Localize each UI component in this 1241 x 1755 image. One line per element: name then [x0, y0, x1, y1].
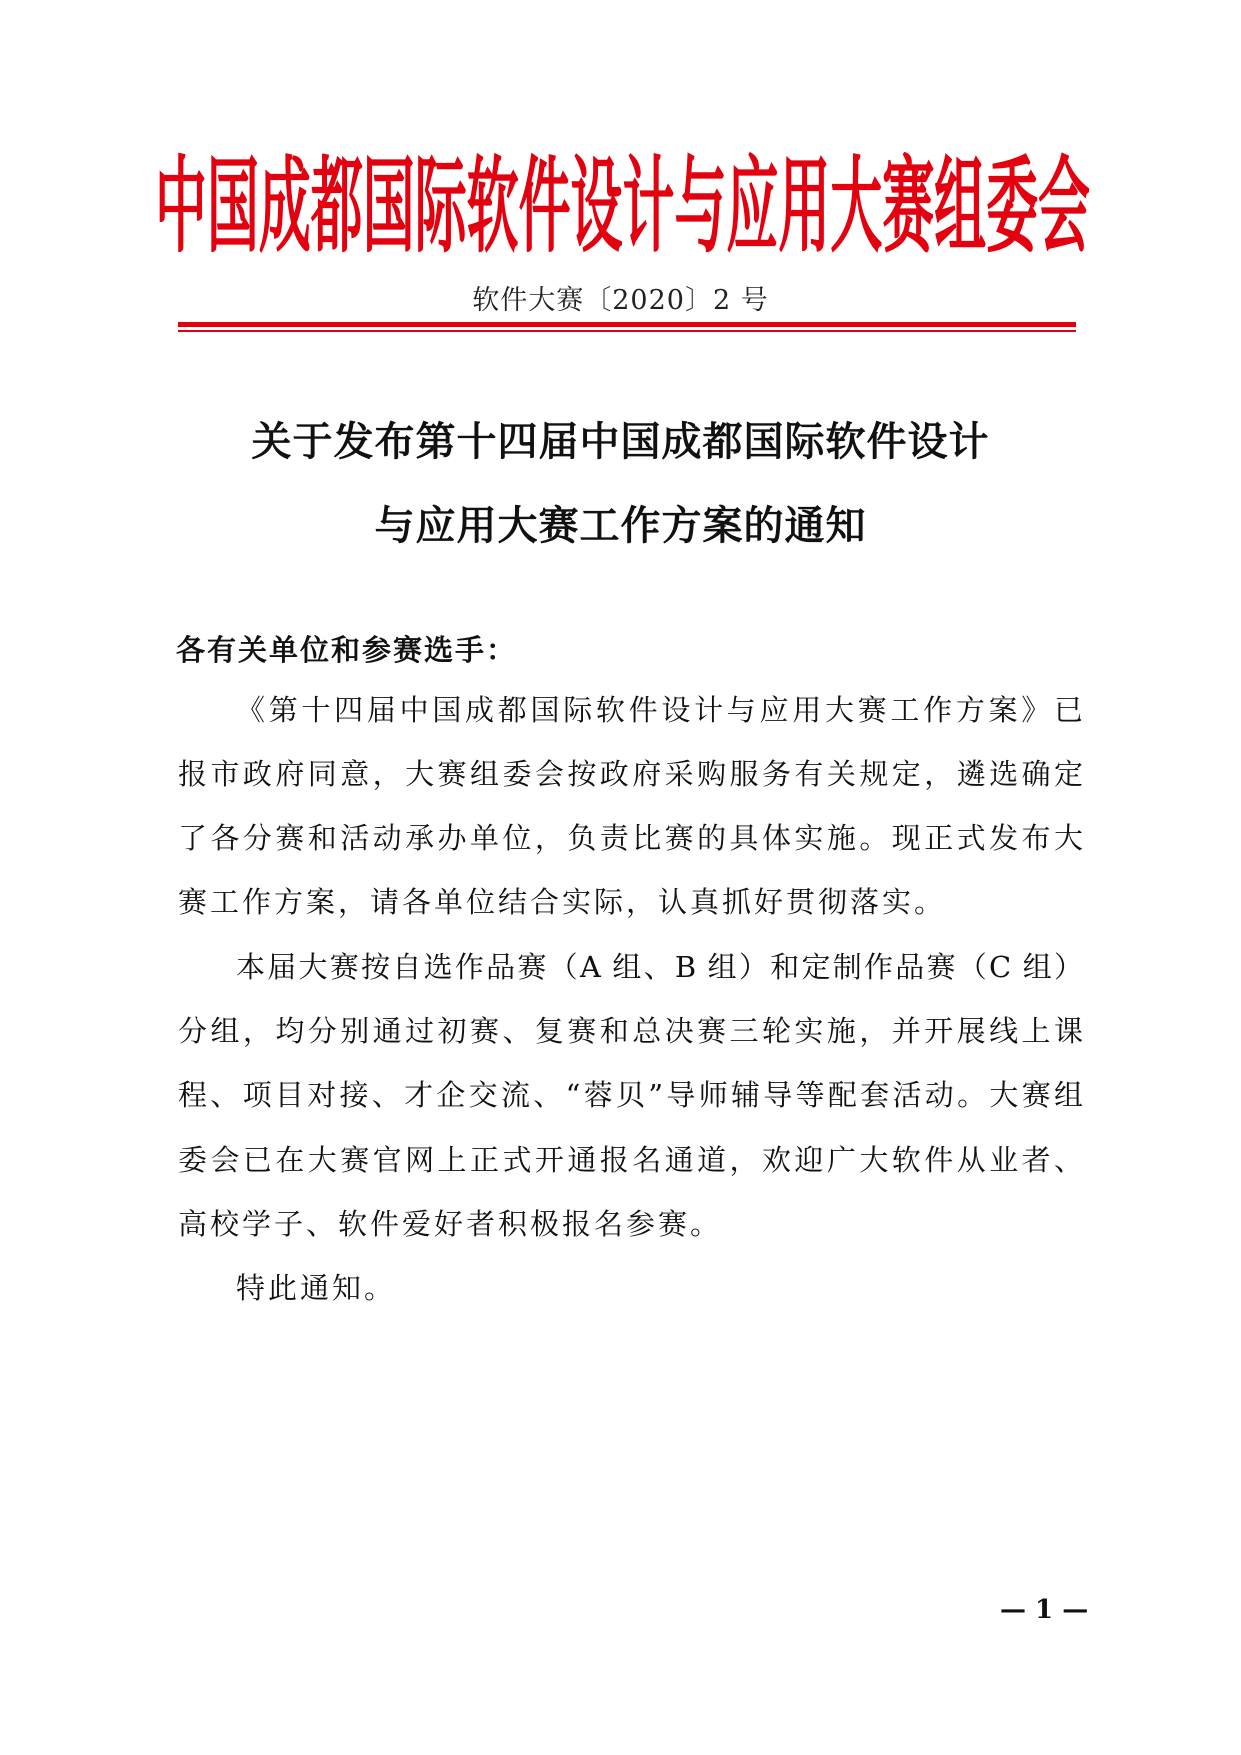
- notice-title-line-2: 与应用大赛工作方案的通知: [374, 503, 867, 549]
- body-line: 赛工作方案，请各单位结合实际，认真抓好贯彻落实。: [178, 885, 947, 919]
- masthead-title: 中国成都国际软件设计与应用大赛组委会: [155, 145, 1090, 267]
- body-line: 分组，均分别通过初赛、复赛和总决赛三轮实施，并开展线上课: [178, 1014, 1083, 1048]
- red-divider-thin: [178, 330, 1076, 332]
- salutation: 各有关单位和参赛选手：: [176, 633, 518, 667]
- red-divider-thick: [178, 322, 1076, 327]
- notice-title-line-1: 关于发布第十四届中国成都国际软件设计: [251, 419, 990, 465]
- body-line: 了各分赛和活动承办单位，负责比赛的具体实施。现正式发布大: [178, 821, 1083, 855]
- masthead-svg: [150, 140, 1095, 270]
- body-line: 本届大赛按自选作品赛（A 组、B 组）和定制作品赛（C 组）: [236, 950, 1083, 984]
- page-number: — 1 —: [1000, 1595, 1089, 1625]
- document-number: 软件大赛〔2020〕2 号: [472, 285, 769, 316]
- body-line: 程、项目对接、才企交流、“蓉贝”导师辅导等配套活动。大赛组: [178, 1078, 1083, 1112]
- masthead-org-name: [150, 140, 1095, 270]
- body-line-closing: 特此通知。: [236, 1271, 397, 1305]
- body-line: 《第十四届中国成都国际软件设计与应用大赛工作方案》已: [236, 693, 1083, 727]
- body-line: 高校学子、软件爱好者积极报名参赛。: [178, 1207, 723, 1241]
- body-line: 委会已在大赛官网上正式开通报名通道，欢迎广大软件从业者、: [178, 1143, 1083, 1177]
- body-line: 报市政府同意，大赛组委会按政府采购服务有关规定，遴选确定: [178, 757, 1083, 791]
